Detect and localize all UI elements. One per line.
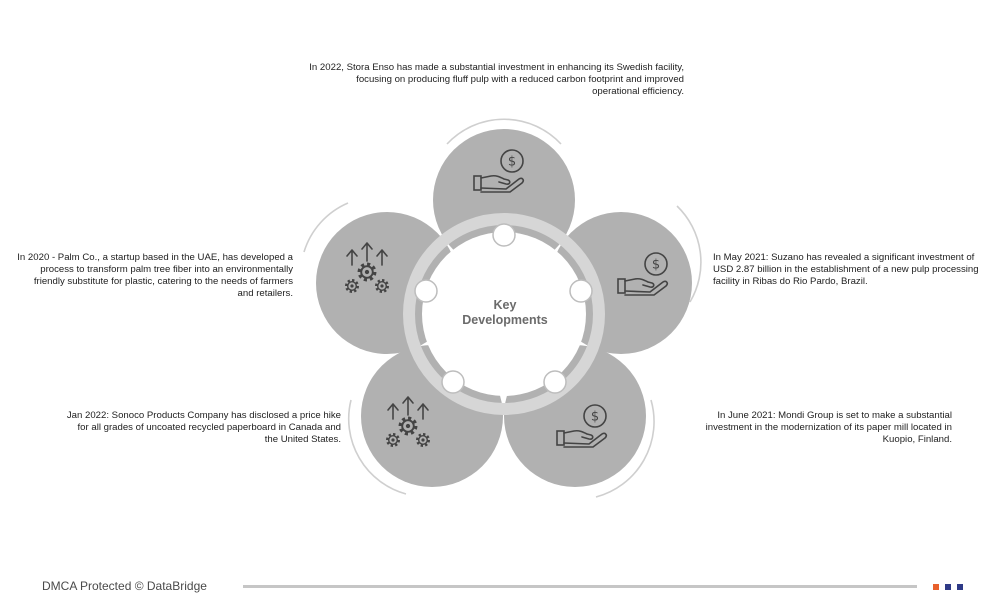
- development-palm-co: In 2020 - Palm Co., a startup based in the UAE, has developed a process to transform palm tree fiber into an environmentally friendly substitute for plastic, catering to the needs of farmers and retailers.: [17, 252, 293, 299]
- footer-copyright: DMCA Protected © DataBridge: [42, 579, 207, 593]
- footer-square-navy-2: [957, 584, 963, 590]
- ring-node-bottom-left: [442, 371, 464, 393]
- development-sonoco: Jan 2022: Sonoco Products Company has disclosed a price hike for all grades of uncoated recycled paperboard in Canada and the United States.: [66, 410, 341, 445]
- development-mondi: In June 2021: Mondi Group is set to make a substantial investment in the modernization of its paper mill located in Kuopio, Finland.: [705, 410, 952, 445]
- center-title: Key Developments: [462, 298, 548, 327]
- ring-node-bottom-right: [544, 371, 566, 393]
- footer-square-orange: [933, 584, 939, 590]
- footer-square-navy: [945, 584, 951, 590]
- development-suzano: In May 2021: Suzano has revealed a significant investment of USD 2.87 billion in the establishment of a new pulp processing facility in Ribas do Rio Pardo, Brazil.: [713, 252, 979, 287]
- ring-node-top: [493, 224, 515, 246]
- footer-divider: [243, 585, 917, 588]
- development-stora-enso: In 2022, Stora Enso has made a substantial investment in enhancing its Swedish facility, focusing on producing fluff pulp with a reduced carbon footprint and improved operational efficiency.: [309, 62, 684, 97]
